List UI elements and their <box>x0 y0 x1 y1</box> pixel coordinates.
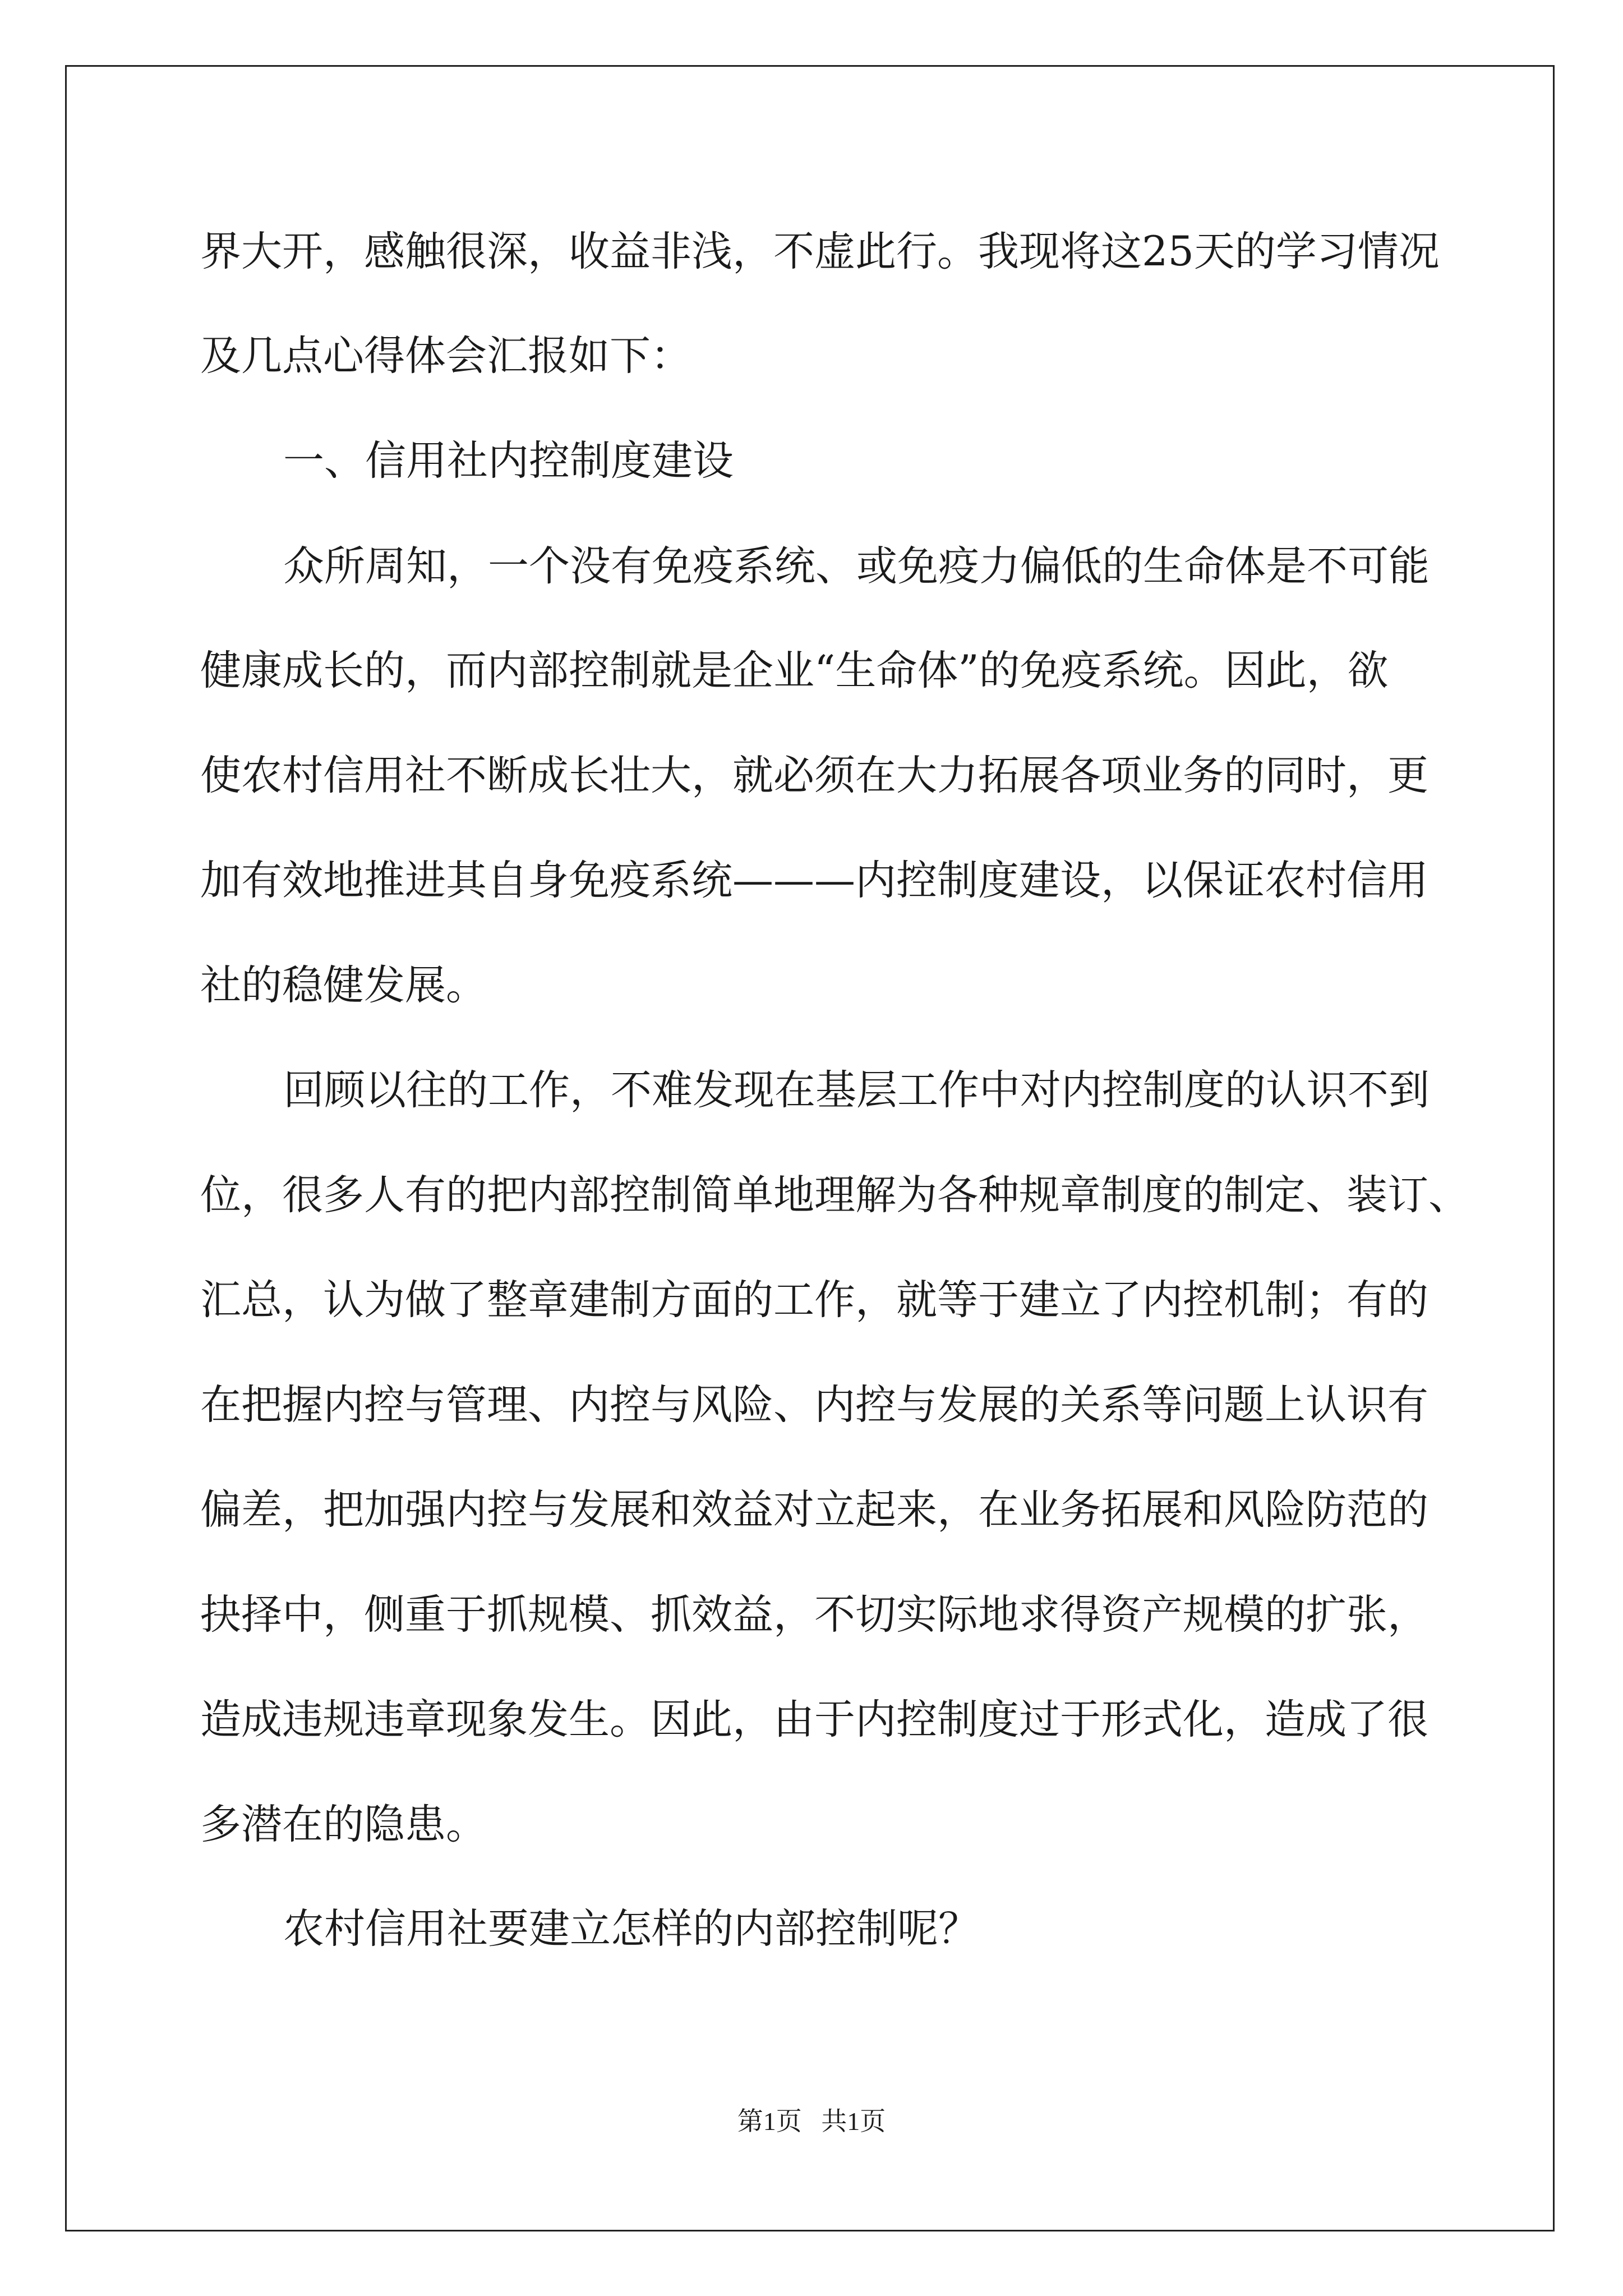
page-number-footer: 第1页 共1页 <box>737 2107 886 2136</box>
text-line: 农村信用社要建立怎样的内部控制呢？ <box>283 1905 979 1953</box>
text-line: 偏差，把加强内控与发展和效益对立起来，在业务拓展和风险防范的 <box>200 1486 1428 1534</box>
text-line: 位，很多人有的把内部控制简单地理解为各种规章制度的制定、装订、 <box>200 1171 1469 1219</box>
text-line: 及几点心得体会汇报如下： <box>200 332 691 380</box>
text-line: 造成违规违章现象发生。因此，由于内控制度过于形式化，造成了很 <box>200 1696 1428 1743</box>
text-line: 在把握内控与管理、内控与风险、内控与发展的关系等问题上认识有 <box>200 1381 1428 1429</box>
text-line: 界大开，感触很深，收益非浅，不虚此行。我现将这25天的学习情况 <box>200 228 1440 275</box>
text-line: 抉择中，侧重于抓规模、抓效益，不切实际地求得资产规模的扩张， <box>200 1591 1428 1639</box>
text-line: 使农村信用社不断成长壮大，就必须在大力拓展各项业务的同时，更 <box>200 752 1428 799</box>
section-heading: 一、信用社内控制度建设 <box>283 437 734 485</box>
text-line: 众所周知，一个没有免疫系统、或免疫力偏低的生命体是不可能 <box>283 542 1430 590</box>
text-line: 加有效地推进其自身免疫系统———内控制度建设，以保证农村信用 <box>200 857 1428 904</box>
text-line: 多潜在的隐患。 <box>200 1801 487 1848</box>
text-line: 社的稳健发展。 <box>200 961 487 1009</box>
text-line: 汇总，认为做了整章建制方面的工作，就等于建立了内控机制；有的 <box>200 1276 1428 1324</box>
text-line: 健康成长的，而内部控制就是企业“生命体”的免疫系统。因此，欲 <box>200 647 1389 694</box>
text-line: 回顾以往的工作，不难发现在基层工作中对内控制度的认识不到 <box>283 1066 1430 1114</box>
